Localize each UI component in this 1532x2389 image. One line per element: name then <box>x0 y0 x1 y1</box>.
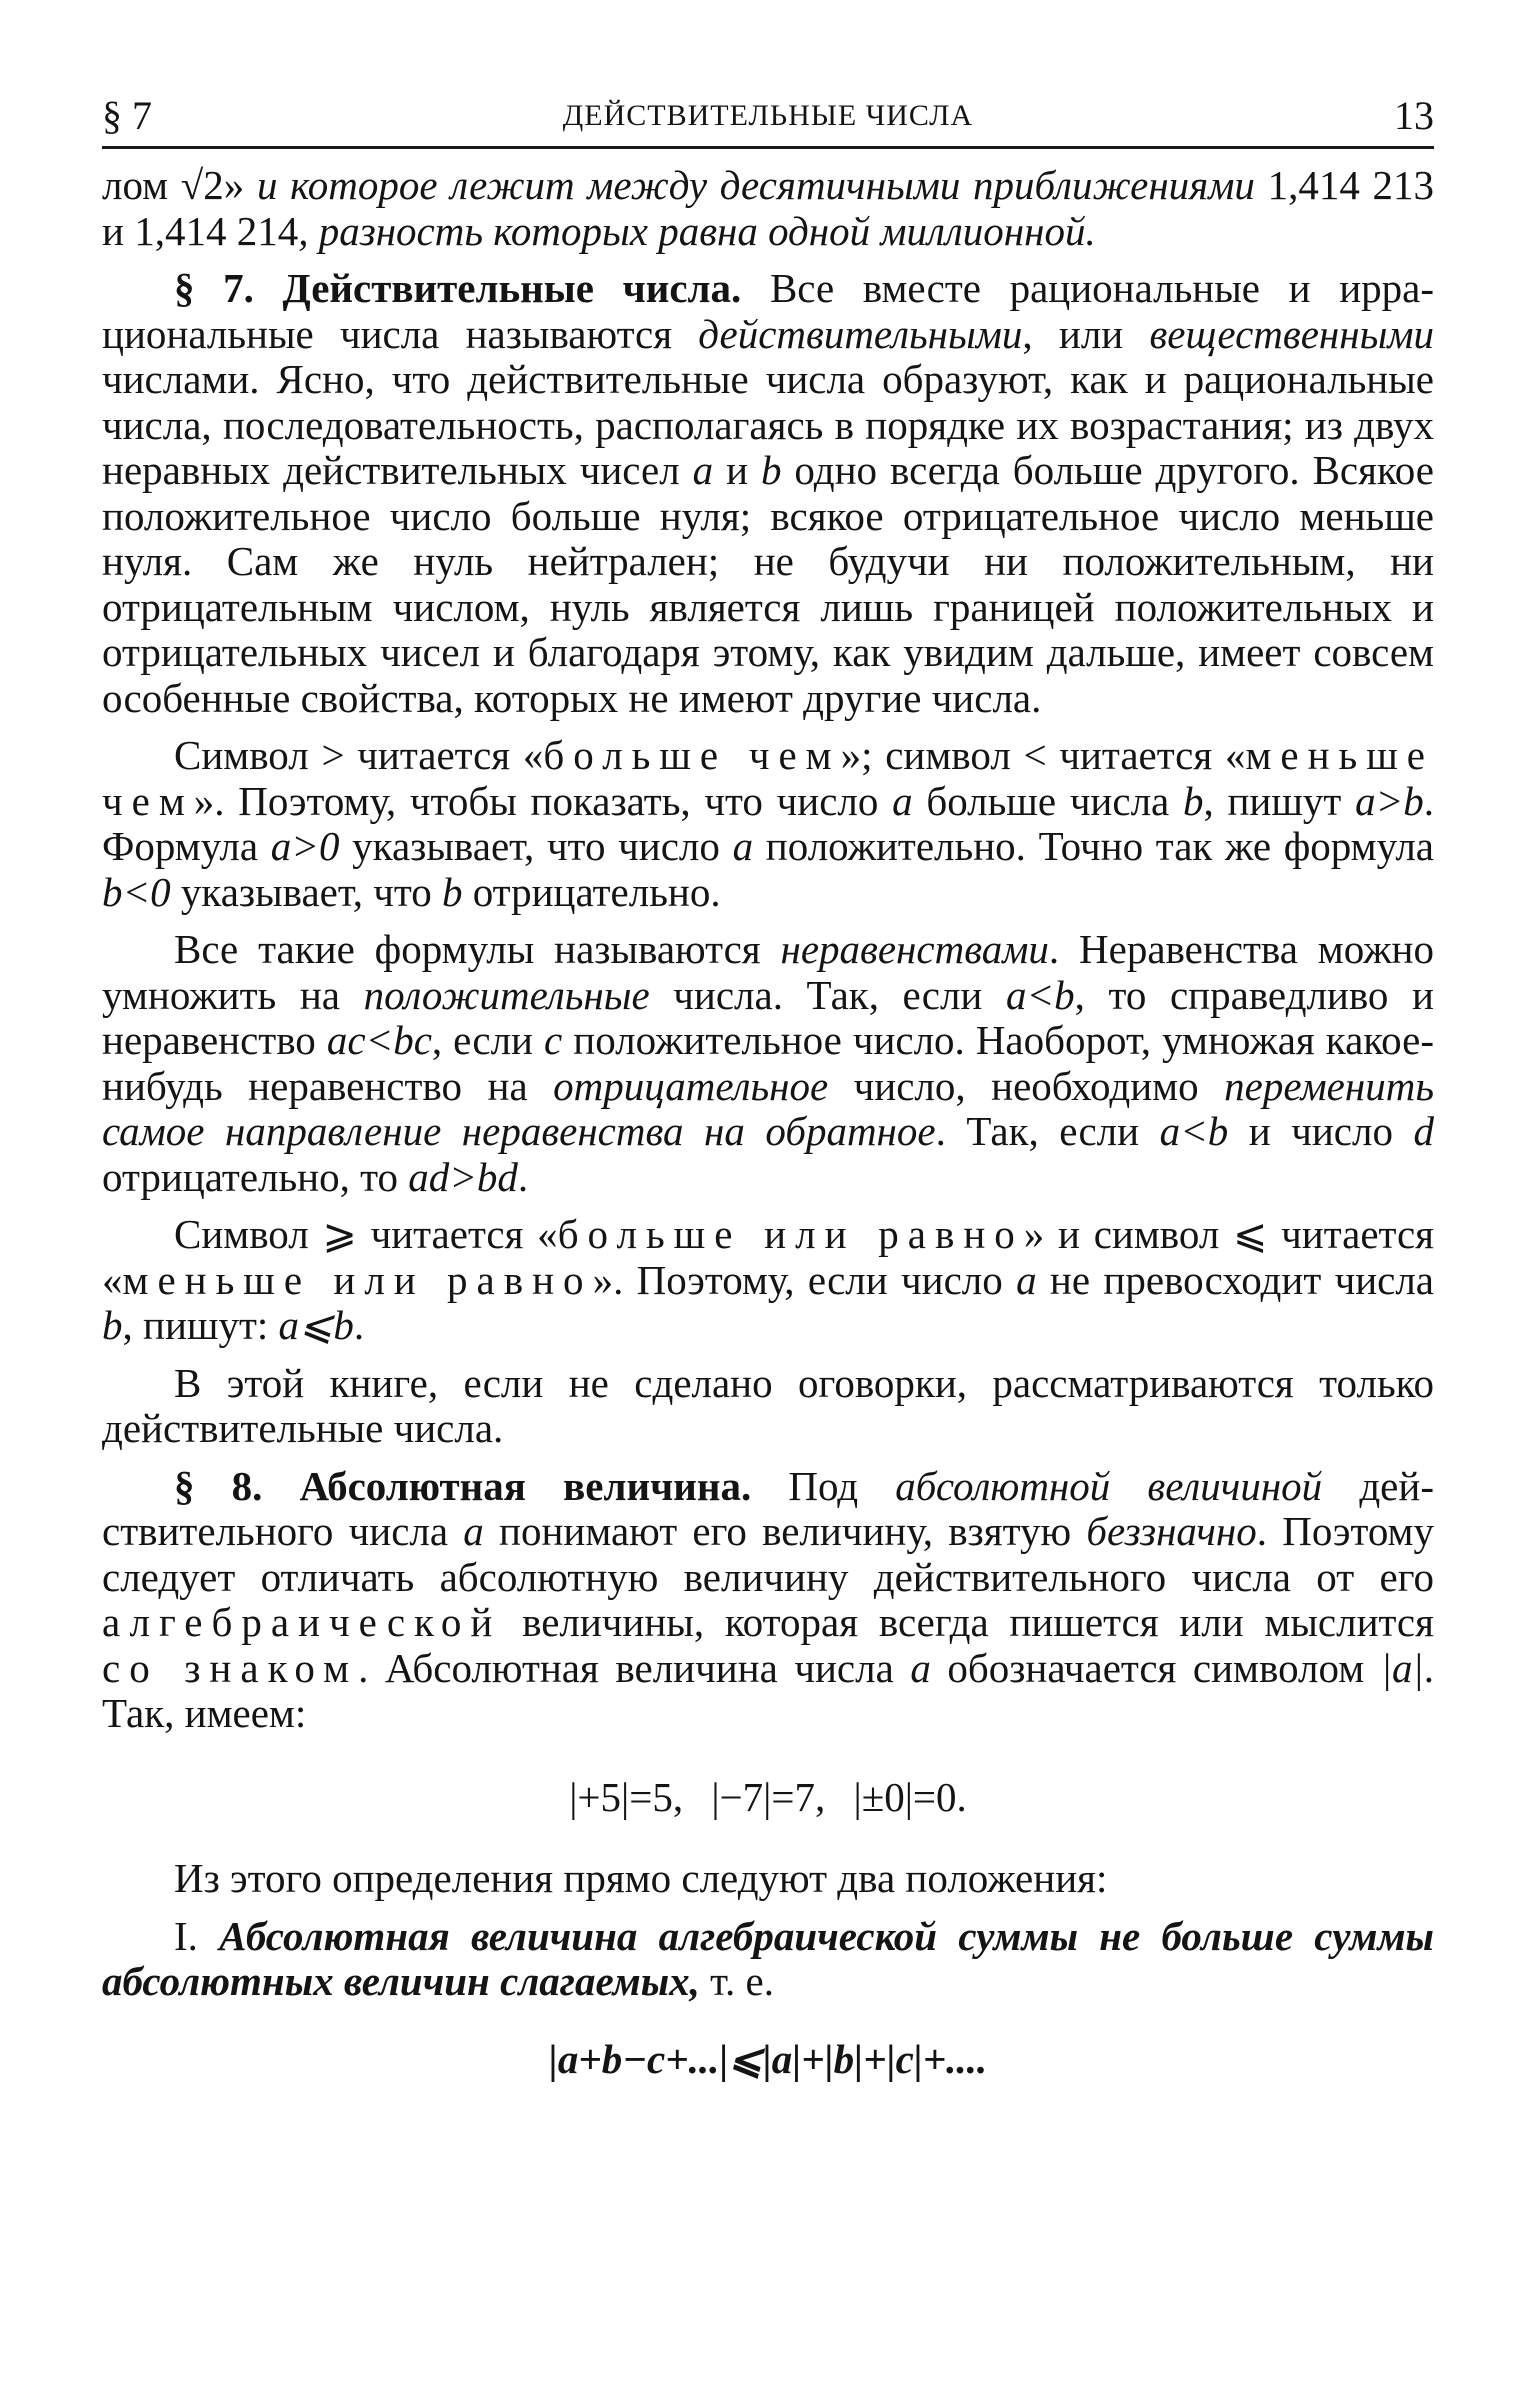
absolute-value-examples: |+5|=5, |−7|=7, |±0|=0. <box>569 1773 967 1820</box>
book-page <box>102 90 1434 2082</box>
symbols-equal-paragraph: Символ ⩾ читается «больше или равно» и символ ⩽ читается «меньше или равно». Поэтому, если число a не превосходит числа b, пишут: a⩽b. <box>102 1211 1435 1348</box>
section-8-heading: § 8. Абсолютная величина. <box>174 1462 752 1509</box>
page-body <box>102 163 1434 2082</box>
section-8-paragraph: § 8. Абсолютная величина. Под абсолютной величиной действительного числа a понимают его величину, взятую беззначно. Поэтому следует отличать абсолютную величину действительного числа от его алгебраической величины, которая всегда пишется или мыслится со знаком. Абсолютная величина числа a обозначается символом |a|. Так, имеем: <box>102 1462 1434 1736</box>
section-7-paragraph: § 7. Действительные числа. Все вместе рациональные и иррациональные числа называются действительными, или вещественными числами. Ясно, что действительные числа образуют, как и рациональные числа, последовательность, располагаясь в порядке их возрастания; из двух неравных действительных чисел a и b одно всегда больше другого. Всякое положительное число больше нуля; всякое отрицательное число меньше нуля. Сам же нуль нейтрален; не будучи ни положительным, ни отрицательным числом, нуль является лишь границей положительных и отрицательных чисел и благодаря этому, как увидим дальше, имеет совсем особенные свойства, которых не имеют другие числа. <box>102 265 1435 721</box>
consequence-paragraph: Из этого определения прямо следуют два положения: <box>174 1855 1108 1901</box>
running-header <box>102 90 1434 149</box>
intro-paragraph: лом √2» и которое лежит между десятичными приближениями 1,414 213 и 1,414 214, разность которых равна одной миллионной. <box>102 162 1434 254</box>
symbols-paragraph: Символ > читается «больше чем»; символ < читается «меньше чем». Поэтому, чтобы показать, что число a больше числа b, пишут a>b. Формула a>0 указывает, что число a положительно. Точно так же формула b<0 указывает, что b отрицательно. <box>102 732 1435 915</box>
note-paragraph: В этой книге, если не сделано оговорки, рассматриваются только действительные числа. <box>102 1359 1434 1451</box>
page-number: 13 <box>1394 93 1434 138</box>
triangle-inequality-formula: |a+b−c+...|⩽|a|+|b|+|c|+.... <box>548 2035 988 2082</box>
rule-1-paragraph: I. Абсолютная величина алгебраической суммы не больше суммы абсолютных величин слагаемых, т. е. <box>102 1912 1434 2004</box>
inequalities-paragraph: Все такие формулы называются неравенствами. Неравенства можно умножить на положительные числа. Так, если a<b, то справедливо и неравенство ac<bc, если c положительное число. Наоборот, умножая какое-нибудь неравенство на отрицательное число, необходимо переменить самое направление неравенства на обратное. Так, если a<b и число d отрицательно, то ad>bd. <box>102 926 1434 1200</box>
header-section: § 7 <box>102 93 152 138</box>
header-title: ДЕЙСТВИТЕЛЬНЫЕ ЧИСЛА <box>562 99 974 132</box>
section-7-heading: § 7. Действительные числа. <box>174 265 742 311</box>
